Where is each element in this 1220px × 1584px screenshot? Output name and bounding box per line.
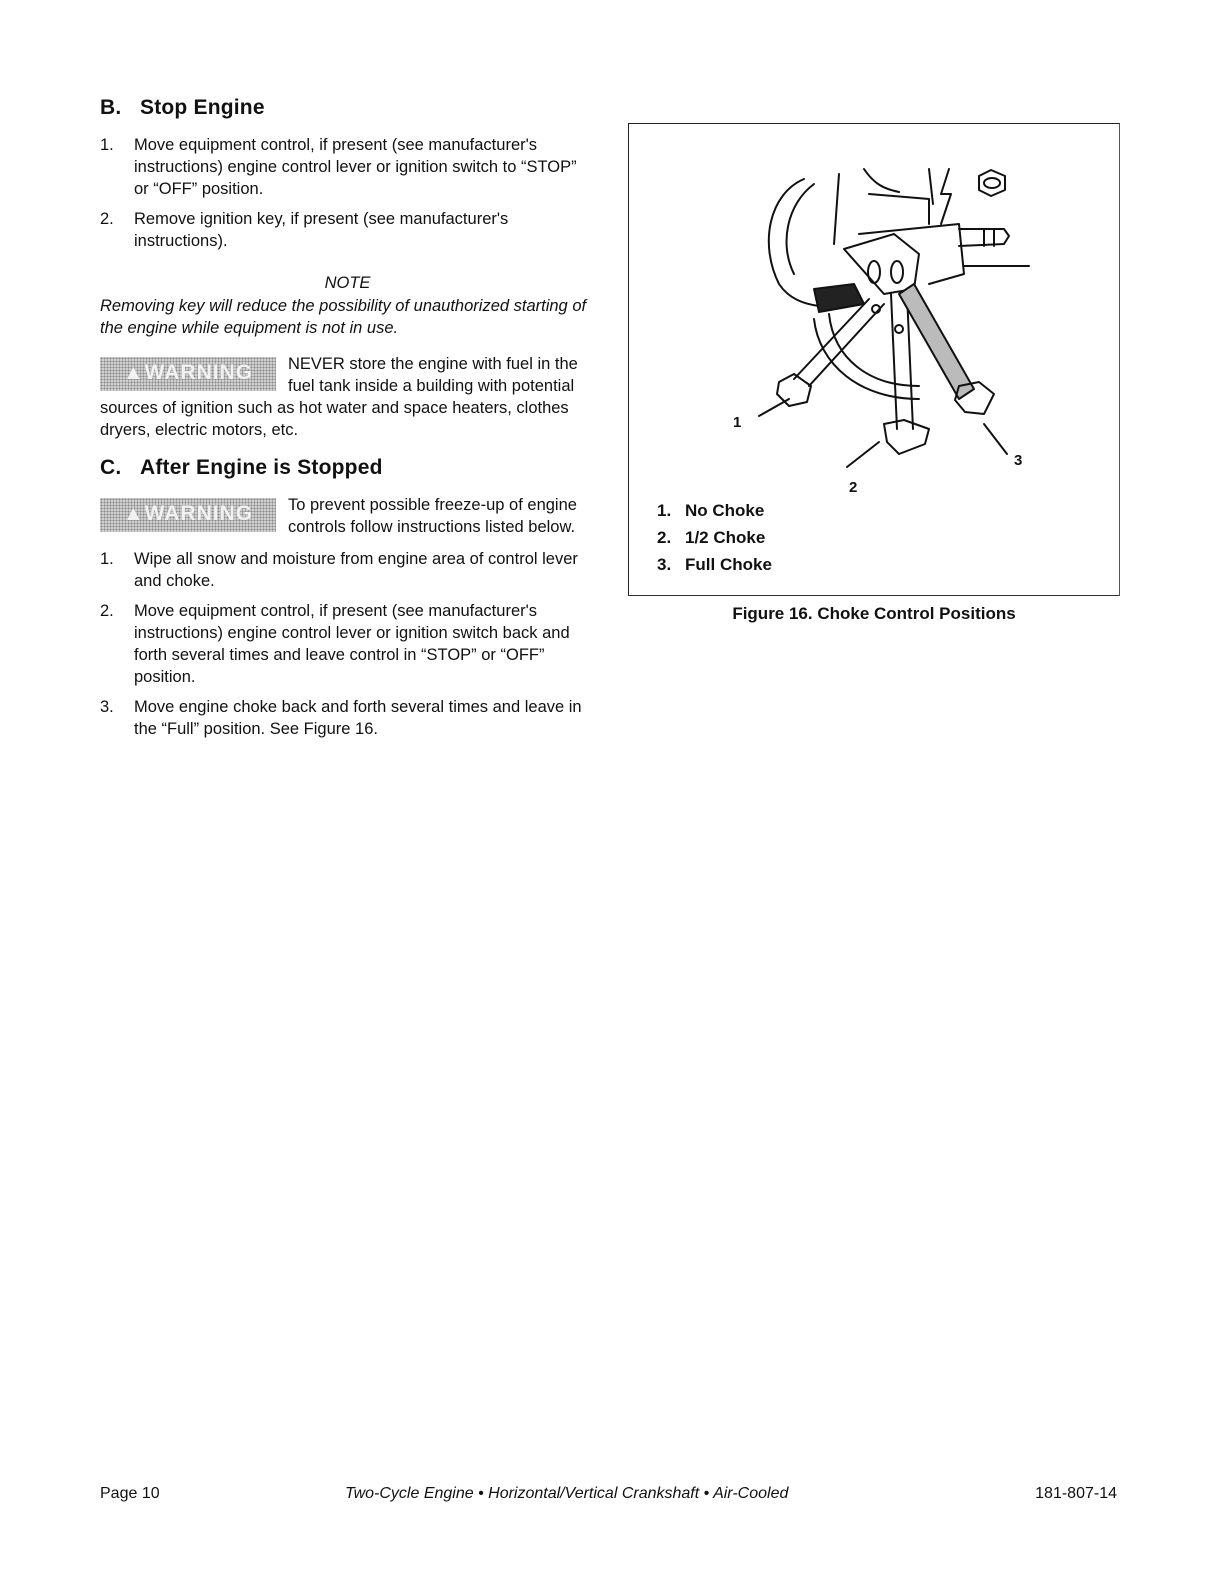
section-c-title: After Engine is Stopped (140, 456, 383, 480)
leader-line-3 (984, 424, 1007, 454)
list-item (657, 551, 772, 578)
figure-16-box (628, 123, 1120, 596)
section-b-steps (100, 134, 595, 252)
note-text: Removing key will reduce the possibility of unauthorized starting of the engine while equipment is not in use. (100, 297, 587, 338)
figure-caption: Figure 16. Choke Control Positions (732, 604, 1016, 623)
step-number: 1. (100, 136, 114, 155)
step-text: Move equipment control, if present (see manufacturer's instructions) engine control lever or ignition switch back and forth several times and leave control in “STOP” or “OFF” position. (134, 602, 570, 687)
footer-page-number: Page 10 (100, 1485, 160, 1502)
warning-badge (100, 498, 276, 532)
note-title: NOTE (324, 274, 371, 293)
carburetor-body (859, 224, 964, 284)
callout-1: 1 (733, 414, 742, 431)
legend-label: No Choke (685, 501, 765, 520)
housing-curve-inner (787, 184, 814, 274)
list-item (100, 600, 595, 688)
section-b-title: Stop Engine (140, 96, 265, 119)
step-number: 1. (100, 550, 114, 569)
housing-top (864, 169, 899, 192)
housing-curve-outer (769, 179, 819, 306)
linkage-block (814, 284, 864, 312)
leader-line-1 (759, 399, 789, 416)
left-column (100, 95, 595, 748)
section-b-heading (100, 95, 595, 120)
warning-label: ▲WARNING (122, 502, 254, 526)
spring-wire (941, 169, 951, 224)
step-number: 2. (100, 602, 114, 621)
warning-block-freeze (100, 494, 595, 538)
step-number: 3. (100, 698, 114, 717)
step-text: Move equipment control, if present (see manufacturer's instructions) engine control lever or ignition switch to “STOP” or “OFF” position. (134, 136, 577, 199)
warning-label: ▲WARNING (122, 361, 254, 385)
callout-3: 3 (1014, 452, 1023, 469)
callout-2: 2 (849, 479, 858, 496)
nut-shape (979, 170, 1005, 196)
housing-edge (834, 174, 839, 244)
legend-label: 1/2 Choke (685, 528, 766, 547)
legend-number: 1. (657, 501, 672, 520)
legend-number: 3. (657, 555, 672, 574)
section-c-steps (100, 548, 595, 740)
carburetor-top (869, 194, 929, 224)
legend-label: Full Choke (685, 555, 772, 574)
leader-line-2 (847, 442, 879, 467)
figure-legend (657, 497, 772, 578)
step-text: Wipe all snow and moisture from engine area of control lever and choke. (134, 550, 578, 591)
warning-block-storage (100, 353, 595, 441)
list-item (657, 524, 772, 551)
warning-text: To prevent possible freeze-up of engine controls follow instructions listed below. (288, 496, 577, 537)
legend-number: 2. (657, 528, 672, 547)
step-number: 2. (100, 210, 114, 229)
list-item (100, 134, 595, 200)
step-text: Move engine choke back and forth several times and leave in the “Full” position. See Figure 16. (134, 698, 582, 739)
step-text: Remove ignition key, if present (see manufacturer's instructions). (134, 210, 509, 251)
footer-title: Two-Cycle Engine • Horizontal/Vertical Crankshaft • Air-Cooled (345, 1485, 789, 1502)
section-c-letter: C. (100, 456, 122, 480)
list-item (657, 497, 772, 524)
list-item (100, 696, 595, 740)
list-item (100, 208, 595, 252)
section-b-letter: B. (100, 96, 122, 119)
section-c-heading (100, 455, 595, 480)
footer-doc-number: 181-807-14 (1035, 1485, 1117, 1502)
lever-half-choke (891, 294, 897, 429)
list-item (100, 548, 595, 592)
warning-badge (100, 357, 276, 391)
warning-text: NEVER store the engine with fuel in the fuel tank inside a building with potential sources of ignition such as hot water and space heaters, clothes dryers, electric motors, etc. (100, 355, 578, 440)
